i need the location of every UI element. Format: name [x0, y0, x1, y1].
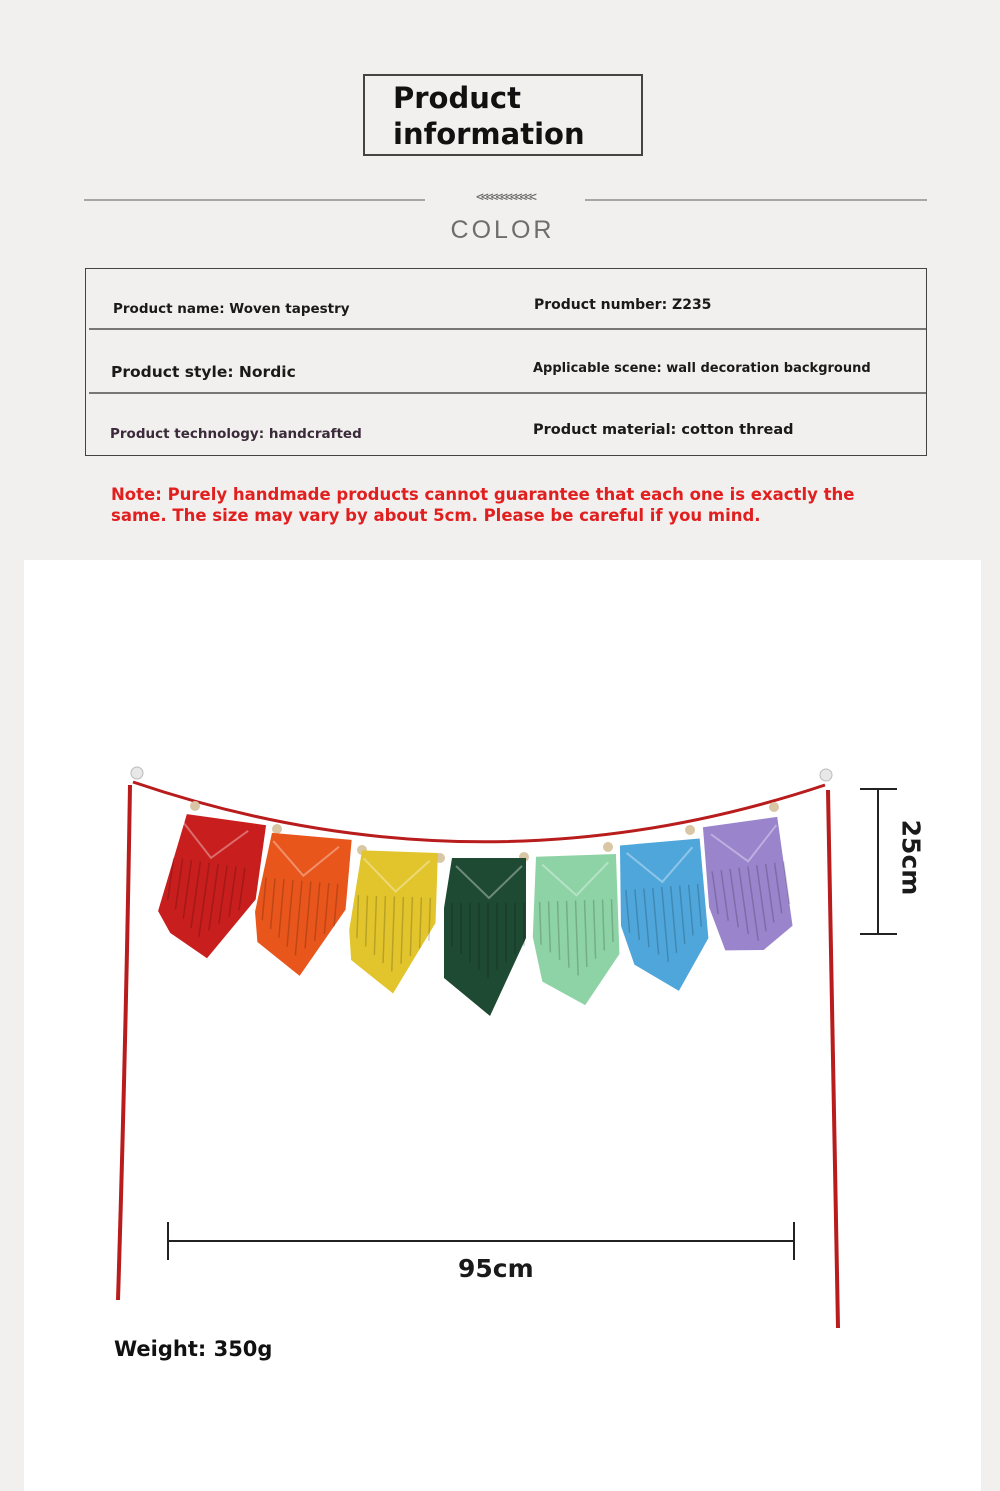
section-label: COLOR — [450, 216, 555, 244]
bead — [272, 824, 282, 834]
title-line-2: information — [393, 117, 585, 151]
banner-purple — [698, 817, 795, 957]
bead — [190, 801, 200, 811]
chevron-left-icon: <<<<<<<<<<<< — [476, 190, 534, 205]
product-material-cell: Product material: cotton thread — [533, 422, 794, 438]
applicable-scene-cell: Applicable scene: wall decoration background — [533, 361, 871, 376]
hanging-cord-right — [828, 790, 838, 1328]
weight-label: Weight: 350g — [114, 1337, 273, 1361]
wall-hook-left — [131, 767, 143, 779]
hanging-cord-left — [118, 785, 130, 1300]
title-line-1: Product — [393, 81, 521, 115]
banner-yellow — [347, 850, 438, 995]
handmade-note: Note: Purely handmade products cannot guarantee that each one is exactly the same. The size may vary by about 5cm. Please be careful if you mind. — [111, 485, 855, 525]
banner-blue — [614, 839, 713, 996]
banner-dark-green — [444, 858, 526, 1016]
product-style-cell: Product style: Nordic — [111, 363, 296, 381]
banner-red — [153, 812, 267, 964]
product-technology-cell: Product technology: handcrafted — [110, 426, 362, 442]
banner-mint — [530, 854, 621, 1007]
bead — [769, 802, 779, 812]
bead — [685, 825, 695, 835]
width-label: 95cm — [458, 1254, 534, 1283]
wall-hook-right — [820, 769, 832, 781]
product-name-cell: Product name: Woven tapestry — [113, 301, 350, 317]
bead — [603, 842, 613, 852]
banner-orange — [250, 832, 352, 979]
product-number-cell: Product number: Z235 — [534, 297, 712, 313]
height-label: 25cm — [896, 819, 926, 896]
